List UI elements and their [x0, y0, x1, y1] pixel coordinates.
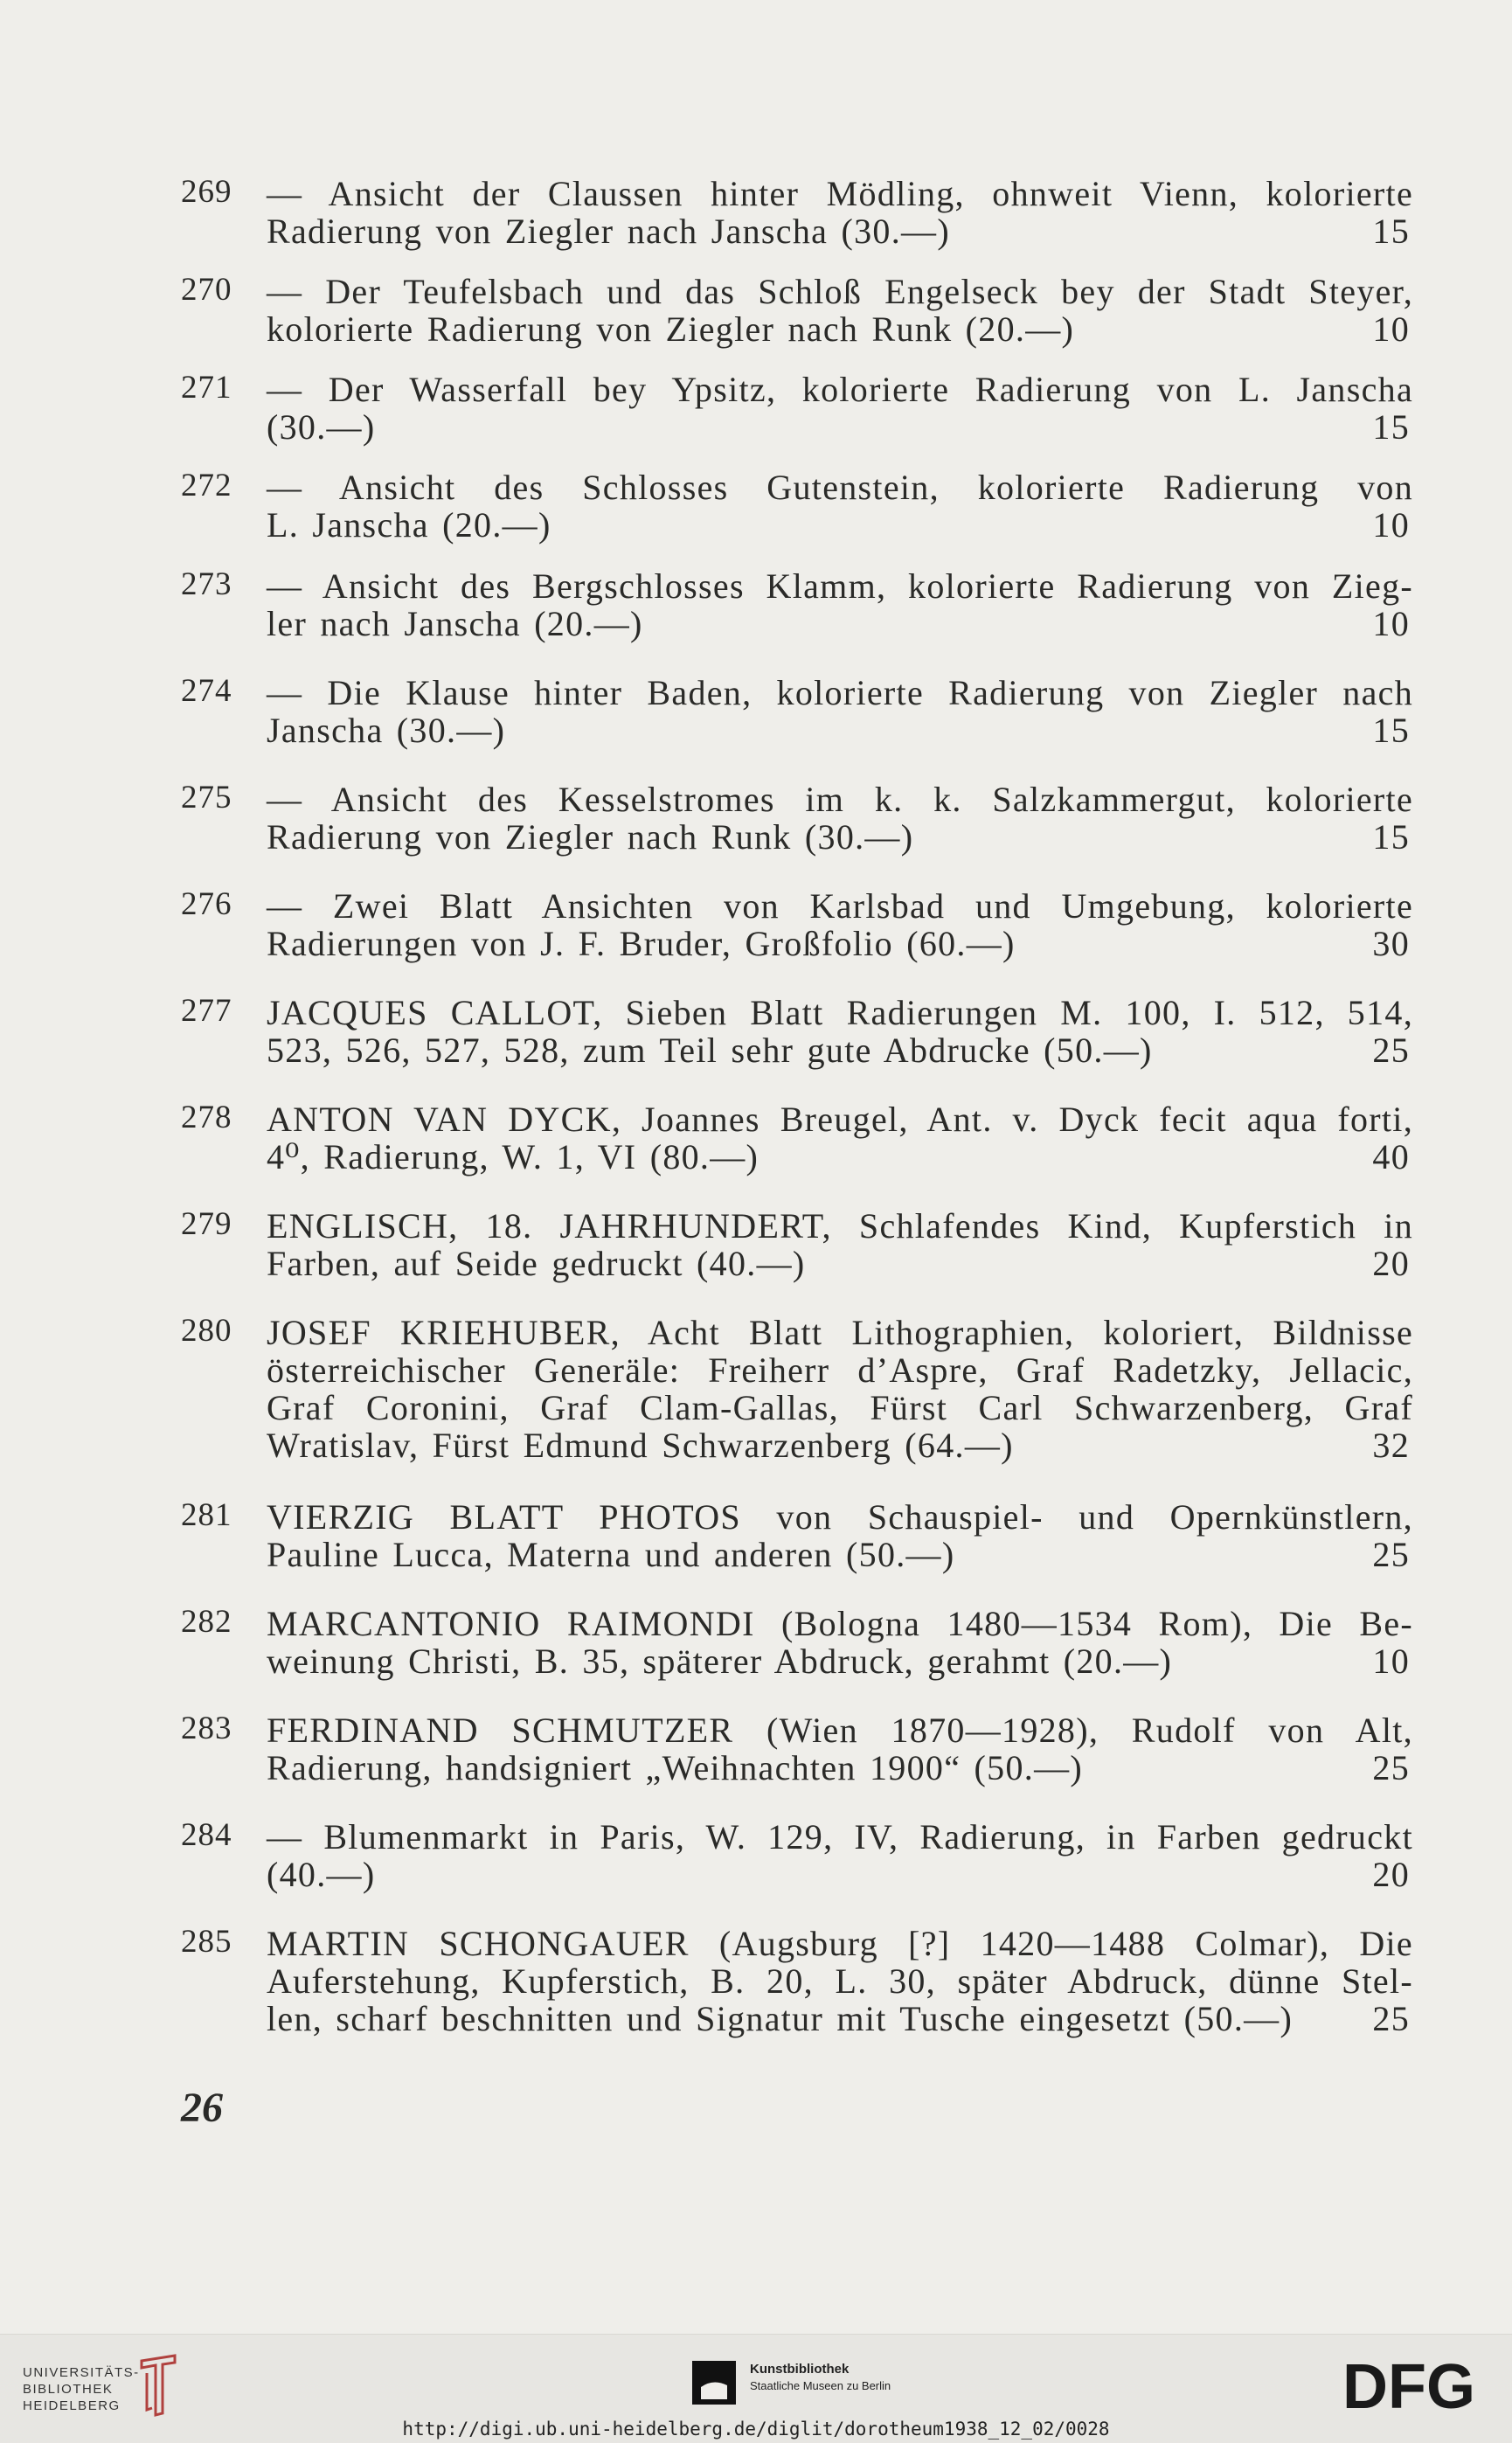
lot-description — [267, 175, 1413, 250]
lot-price: 30 — [1372, 924, 1410, 963]
description-line: — Ansicht des Bergschlosses Klamm, kolorierte Radierung von Zieg- — [267, 566, 1413, 606]
lot-description — [267, 674, 1413, 749]
ub-line: HEIDELBERG — [23, 2398, 121, 2413]
lot-price: 10 — [1372, 1641, 1410, 1681]
description-last-line — [267, 408, 1413, 446]
description-line: L. Janscha (20.—) — [267, 505, 551, 545]
description-line: Wratislav, Fürst Edmund Schwarzenberg (64.—) — [267, 1426, 1014, 1465]
description-line: — Der Wasserfall bey Ypsitz, kolorierte Radierung von L. Janscha — [267, 370, 1413, 409]
lot-price: 10 — [1372, 309, 1410, 349]
ub-line: BIBLIOTHEK — [23, 2382, 114, 2397]
lot-description — [267, 567, 1413, 642]
lot-description — [267, 371, 1413, 446]
description-line: JOSEF KRIEHUBER, Acht Blatt Lithographien, koloriert, Bildnisse — [267, 1313, 1413, 1352]
lot-number: 270 — [181, 272, 232, 308]
lot-number: 280 — [181, 1313, 232, 1349]
description-line: ANTON VAN DYCK, Joannes Breugel, Ant. v. Dyck fecit aqua forti, — [267, 1100, 1413, 1139]
lot-price: 20 — [1372, 1855, 1410, 1894]
description-last-line — [267, 925, 1413, 962]
page-number: 26 — [181, 2085, 223, 2131]
description-line: MARTIN SCHONGAUER (Augsburg [?] 1420—1488 Colmar), Die — [267, 1924, 1413, 1963]
description-line: Janscha (30.—) — [267, 711, 506, 750]
description-line: Graf Coronini, Graf Clam-Gallas, Fürst Carl Schwarzenberg, Graf — [267, 1388, 1413, 1427]
lot-price: 32 — [1372, 1426, 1410, 1465]
footer-bar — [0, 2334, 1512, 2443]
lot-number: 282 — [181, 1604, 232, 1640]
description-line: — Der Teufelsbach und das Schloß Engelseck bey der Stadt Steyer, — [267, 272, 1413, 311]
lot-number: 278 — [181, 1100, 232, 1135]
description-line: — Blumenmarkt in Paris, W. 129, IV, Radierung, in Farben gedruckt — [267, 1817, 1413, 1857]
description-line: weinung Christi, B. 35, späterer Abdruck, gerahmt (20.—) — [267, 1641, 1173, 1681]
description-line: — Ansicht der Claussen hinter Mödling, ohnweit Vienn, kolorierte — [267, 174, 1413, 213]
description-last-line — [267, 1856, 1413, 1893]
description-line: len, scharf beschnitten und Signatur mit Tusche eingesetzt (50.—) — [267, 1999, 1294, 2038]
lot-number: 279 — [181, 1206, 232, 1242]
lot-description — [267, 1207, 1413, 1282]
description-line: Farben, auf Seide gedruckt (40.—) — [267, 1244, 806, 1283]
lot-description — [267, 1925, 1413, 2037]
lot-price: 40 — [1372, 1137, 1410, 1176]
description-line: Radierung, handsigniert „Weihnachten 1900“ (50.—) — [267, 1748, 1083, 1787]
description-line: kolorierte Radierung von Ziegler nach Runk (20.—) — [267, 309, 1075, 349]
dfg-logo-icon — [1342, 2356, 1491, 2417]
lot-description — [267, 1314, 1413, 1464]
description-last-line — [267, 711, 1413, 749]
description-last-line — [267, 506, 1413, 544]
lot-description — [267, 1818, 1413, 1893]
lot-description — [267, 273, 1413, 348]
kunstbibliothek-label — [750, 2361, 891, 2394]
ub-heidelberg-logo-icon — [136, 2352, 180, 2419]
lot-number: 285 — [181, 1924, 232, 1960]
description-line: — Zwei Blatt Ansichten von Karlsbad und Umgebung, kolorierte — [267, 886, 1413, 926]
lot-price: 25 — [1372, 1535, 1410, 1574]
description-line: (30.—) — [267, 407, 376, 447]
lot-price: 15 — [1372, 212, 1410, 251]
description-last-line — [267, 1245, 1413, 1282]
lot-description — [267, 1711, 1413, 1787]
description-line: 523, 526, 527, 528, zum Teil sehr gute Abdrucke (50.—) — [267, 1031, 1153, 1070]
description-last-line — [267, 1536, 1413, 1573]
description-last-line — [267, 818, 1413, 856]
lot-number: 272 — [181, 468, 232, 503]
description-last-line — [267, 310, 1413, 348]
lot-number: 284 — [181, 1817, 232, 1853]
lot-price: 25 — [1372, 1031, 1410, 1070]
lot-price: 20 — [1372, 1244, 1410, 1283]
description-line: VIERZIG BLATT PHOTOS von Schauspiel- und Opernkünstlern, — [267, 1497, 1413, 1537]
kunstbibliothek-subtitle: Staatliche Museen zu Berlin — [750, 2379, 891, 2392]
description-last-line — [267, 212, 1413, 250]
description-last-line — [267, 605, 1413, 642]
lot-description — [267, 1605, 1413, 1680]
description-last-line — [267, 2000, 1413, 2037]
lot-description — [267, 468, 1413, 544]
description-line: Radierungen von J. F. Bruder, Großfolio (60.—) — [267, 924, 1016, 963]
description-line: ENGLISCH, 18. JAHRHUNDERT, Schlafendes Kind, Kupferstich in — [267, 1206, 1413, 1246]
lot-number: 271 — [181, 370, 232, 406]
lot-price: 25 — [1372, 1748, 1410, 1787]
description-line: MARCANTONIO RAIMONDI (Bologna 1480—1534 Rom), Die Be- — [267, 1604, 1413, 1643]
lot-price: 15 — [1372, 817, 1410, 857]
lot-price: 15 — [1372, 711, 1410, 750]
description-line: FERDINAND SCHMUTZER (Wien 1870—1928), Rudolf von Alt, — [267, 1711, 1413, 1750]
description-line: österreichischer Generäle: Freiherr d’Aspre, Graf Radetzky, Jellacic, — [267, 1350, 1413, 1390]
lot-price: 15 — [1372, 407, 1410, 447]
lot-number: 269 — [181, 174, 232, 210]
lot-description — [267, 1100, 1413, 1176]
description-last-line — [267, 1138, 1413, 1176]
description-line: — Die Klause hinter Baden, kolorierte Radierung von Ziegler nach — [267, 673, 1413, 712]
kunstbibliothek-logo-icon — [692, 2361, 736, 2405]
description-line: — Ansicht des Kesselstromes im k. k. Salzkammergut, kolorierte — [267, 780, 1413, 819]
lot-price: 10 — [1372, 505, 1410, 545]
kunstbibliothek-title: Kunstbibliothek — [750, 2362, 850, 2377]
ub-line: UNIVERSITÄTS- — [23, 2365, 140, 2380]
lot-number: 273 — [181, 566, 232, 602]
source-url[interactable]: http://digi.ub.uni-heidelberg.de/diglit/dorotheum1938_12_02/0028 — [402, 2419, 1110, 2440]
description-line: Auferstehung, Kupferstich, B. 20, L. 30, später Abdruck, dünne Stel- — [267, 1961, 1413, 2001]
description-line: (40.—) — [267, 1855, 376, 1894]
lot-description — [267, 781, 1413, 856]
lot-description — [267, 887, 1413, 962]
lot-description — [267, 1498, 1413, 1573]
description-last-line — [267, 1642, 1413, 1680]
description-line: ler nach Janscha (20.—) — [267, 604, 643, 643]
lot-number: 281 — [181, 1497, 232, 1533]
description-line: 4⁰, Radierung, W. 1, VI (80.—) — [267, 1137, 759, 1176]
ub-heidelberg-label — [23, 2364, 140, 2414]
description-line: Radierung von Ziegler nach Runk (30.—) — [267, 817, 914, 857]
lot-description — [267, 994, 1413, 1069]
description-last-line — [267, 1749, 1413, 1787]
lot-price: 10 — [1372, 604, 1410, 643]
description-last-line — [267, 1426, 1413, 1464]
lot-price: 25 — [1372, 1999, 1410, 2038]
dfg-text: DFG — [1342, 2356, 1475, 2417]
lot-number: 283 — [181, 1711, 232, 1746]
lot-number: 276 — [181, 886, 232, 922]
lot-number: 274 — [181, 673, 232, 709]
description-last-line — [267, 1031, 1413, 1069]
description-line: Radierung von Ziegler nach Janscha (30.—) — [267, 212, 950, 251]
description-line: Pauline Lucca, Materna und anderen (50.—) — [267, 1535, 955, 1574]
description-line: — Ansicht des Schlosses Gutenstein, kolorierte Radierung von — [267, 468, 1413, 507]
lot-number: 277 — [181, 993, 232, 1029]
lot-number: 275 — [181, 780, 232, 815]
description-line: JACQUES CALLOT, Sieben Blatt Radierungen M. 100, I. 512, 514, — [267, 993, 1413, 1032]
